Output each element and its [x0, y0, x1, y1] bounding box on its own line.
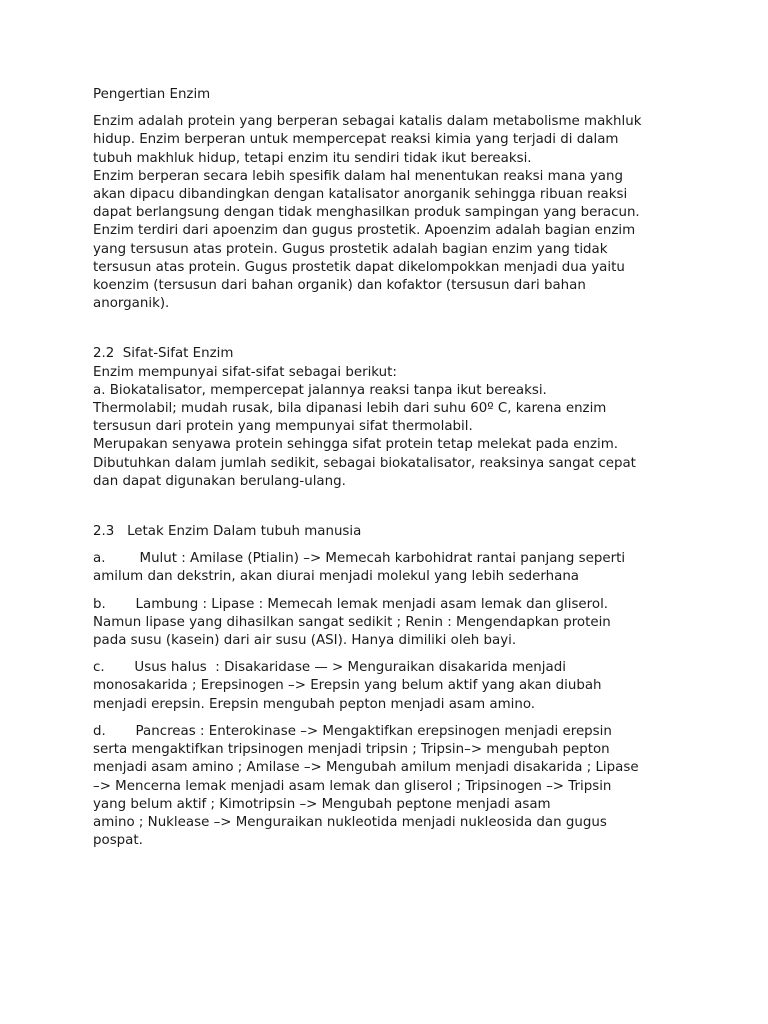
section-heading: 2.2 Sifat-Sifat Enzim	[93, 346, 234, 362]
list-item	[93, 659, 693, 714]
section-sifat-enzim	[93, 345, 693, 491]
section-heading: 2.3 Letak Enzim Dalam tubuh manusia	[93, 524, 362, 540]
text-line: hidup. Enzim berperan untuk mempercepat reaksi kimia yang terjadi di dalam	[93, 132, 619, 148]
text-line: pada susu (kasein) dari air susu (ASI). Hanya dimiliki oleh bayi.	[93, 633, 517, 649]
text-line: monosakarida ; Erepsinogen –> Erepsin yang belum aktif yang akan diubah	[93, 678, 602, 694]
text-line: Enzim terdiri dari apoenzim dan gugus prostetik. Apoenzim adalah bagian enzim	[93, 223, 636, 239]
text-line: yang belum aktif ; Kimotripsin –> Mengubah peptone menjadi asam	[93, 796, 551, 812]
text-line: tersusun atas protein. Gugus prostetik dapat dikelompokkan menjadi dua yaitu	[93, 259, 625, 275]
document-page	[93, 86, 693, 850]
text-line: dapat berlangsung dengan tidak menghasilkan produk sampingan yang beracun.	[93, 205, 640, 221]
document-title: Pengertian Enzim	[93, 87, 211, 102]
text-line: Enzim berperan secara lebih spesifik dalam hal menentukan reaksi mana yang	[93, 168, 623, 184]
text-line: amilum dan dekstrin, akan diurai menjadi molekul yang lebih sederhana	[93, 569, 580, 585]
text-line: menjadi erepsin. Erepsin mengubah pepton menjadi asam amino.	[93, 696, 536, 712]
text-line: d. Pancreas : Enterokinase –> Mengaktifkan erepsinogen menjadi erepsin	[93, 723, 612, 739]
text-line: dan dapat digunakan berulang-ulang.	[93, 473, 346, 489]
text-line: anorganik).	[93, 296, 170, 312]
intro-paragraph	[93, 113, 693, 313]
text-line: Enzim adalah protein yang berperan sebagai katalis dalam metabolisme makhluk	[93, 114, 642, 130]
text-line: amino ; Nuklease –> Menguraikan nukleotida menjadi nukleosida dan gugus	[93, 814, 607, 830]
text-line: a. Biokatalisator, mempercepat jalannya reaksi tanpa ikut bereaksi.	[93, 382, 547, 398]
text-line: Thermolabil; mudah rusak, bila dipanasi lebih dari suhu 60º C, karena enzim	[93, 401, 607, 417]
text-line: serta mengaktifkan tripsinogen menjadi tripsin ; Tripsin–> mengubah pepton	[93, 742, 610, 758]
text-line: b. Lambung : Lipase : Memecah lemak menjadi asam lemak dan gliserol.	[93, 596, 609, 612]
text-line: Dibutuhkan dalam jumlah sedikit, sebagai biokatalisator, reaksinya sangat cepat	[93, 455, 636, 471]
text-line: Merupakan senyawa protein sehingga sifat protein tetap melekat pada enzim.	[93, 437, 619, 453]
text-line: tubuh makhluk hidup, tetapi enzim itu sendiri tidak ikut bereaksi.	[93, 150, 532, 166]
text-line: c. Usus halus : Disakaridase — > Menguraikan disakarida menjadi	[93, 660, 566, 676]
text-line: Namun lipase yang dihasilkan sangat sedikit ; Renin : Mengendapkan protein	[93, 614, 611, 630]
text-line: koenzim (tersusun dari bahan organik) dan kofaktor (tersusun dari bahan	[93, 278, 586, 294]
text-line: menjadi asam amino ; Amilase –> Mengubah amilum menjadi disakarida ; Lipase	[93, 760, 639, 776]
text-line: a. Mulut : Amilase (Ptialin) –> Memecah karbohidrat rantai panjang seperti	[93, 551, 626, 567]
text-line: yang tersusun atas protein. Gugus prostetik adalah bagian enzim yang tidak	[93, 241, 608, 257]
text-line: Enzim mempunyai sifat-sifat sebagai berikut:	[93, 364, 397, 380]
list-item	[93, 550, 693, 586]
text-line: pospat.	[93, 833, 143, 849]
text-line: tersusun dari protein yang mempunyai sifat thermolabil.	[93, 419, 473, 435]
list-item	[93, 723, 693, 850]
section-letak-enzim	[93, 523, 693, 850]
text-line: –> Mencerna lemak menjadi asam lemak dan gliserol ; Tripsinogen –> Tripsin	[93, 778, 612, 794]
text-line: akan dipacu dibandingkan dengan katalisator anorganik sehingga ribuan reaksi	[93, 187, 628, 203]
list-item	[93, 596, 693, 651]
